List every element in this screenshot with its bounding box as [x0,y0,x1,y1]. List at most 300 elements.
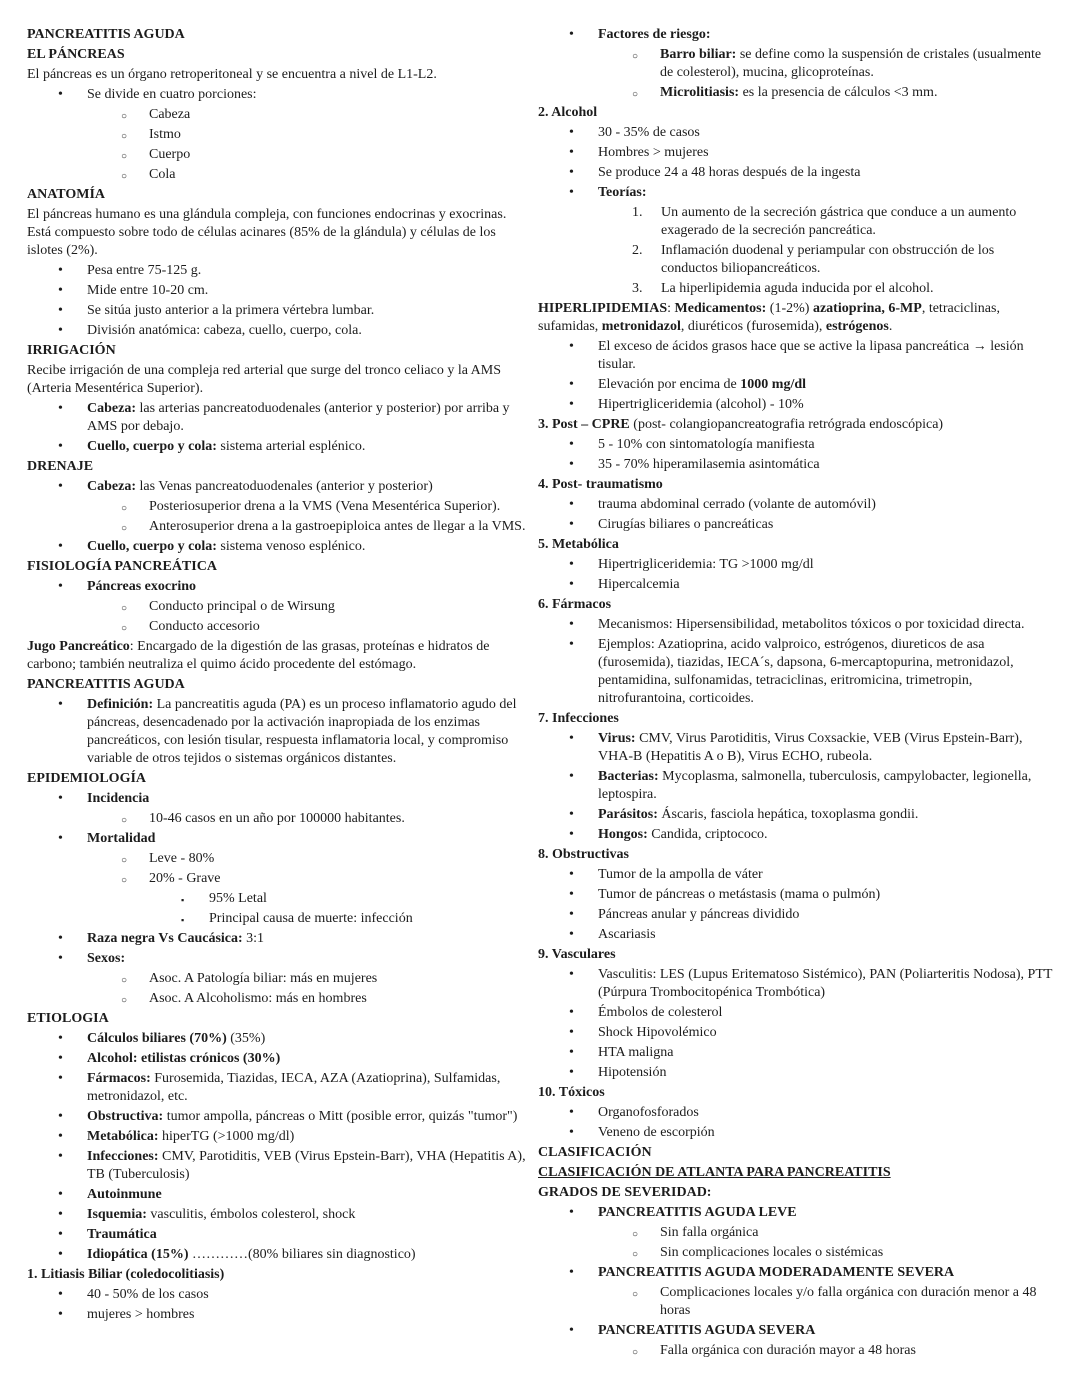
text-run: 3:1 [242,931,265,946]
text-run: HTA maligna [598,1045,674,1060]
text-run: Hipertrigliceridemia: TG >1000 mg/dl [598,557,814,572]
text-run: El páncreas es un órgano retroperitoneal y se encuentra a nivel de L1-L2. [27,67,437,82]
text-run: HIPERLIPIDEMIAS [538,301,668,316]
text-run: Barro biliar: [660,47,737,62]
disc-bullet-icon: • [58,283,63,298]
bullet-item-level1 [538,1064,1054,1082]
text-run: Cirugías biliares o pancreáticas [598,517,774,532]
text-run: Infecciones: [87,1149,159,1164]
disc-bullet-icon: • [58,697,63,712]
text-run: : [667,301,675,316]
disc-bullet-icon: • [569,339,574,354]
bullet-item-level1 [27,1128,530,1146]
bullet-item-level1 [538,164,1054,182]
text-run: ETIOLOGIA [27,1011,109,1026]
text-run: DRENAJE [27,459,94,474]
text-run: Mortalidad [87,831,156,846]
section-heading [538,476,1054,494]
disc-bullet-icon: • [58,1071,63,1086]
disc-bullet-icon: • [58,1149,63,1164]
bullet-item-level1 [538,396,1054,414]
text-run: Virus: [598,731,636,746]
text-run: Cabeza: [87,479,136,494]
text-run: CLASIFICACIÓN [538,1145,652,1160]
disc-bullet-icon: • [569,517,574,532]
section-heading [538,710,1054,728]
text-run: PANCREATITIS AGUDA LEVE [598,1205,797,1220]
bullet-item-level1 [27,438,530,456]
disc-bullet-icon: • [569,577,574,592]
text-run: Alcohol: etilistas crónicos (30%) [87,1051,281,1066]
bullet-item-level1 [27,930,530,948]
section-heading [538,1084,1054,1102]
text-run: tumor ampolla, páncreas o Mitt (posible error, quizás "tumor") [163,1109,518,1124]
paragraph [27,66,530,84]
bullet-item-level1 [538,826,1054,844]
paragraph [538,300,1054,336]
bullet-item-level2 [27,618,530,636]
text-run: metronidazol [601,319,681,334]
bullet-item-level1 [538,496,1054,514]
disc-bullet-icon: • [569,1125,574,1140]
circle-bullet-icon: ○ [632,51,639,62]
text-run: PANCREATITIS AGUDA [27,27,185,42]
bullet-item-level2 [27,850,530,868]
text-run: Páncreas exocrino [87,579,196,594]
text-run: las Venas pancreatoduodenales (anterior y posterior) [136,479,433,494]
disc-bullet-icon: • [569,827,574,842]
bullet-item-level2 [27,518,530,536]
text-run: Recibe irrigación de una compleja red arterial que surge del tronco celiaco y la AMS (Arteria Mesentérica Superior). [27,363,502,396]
text-run: Hipertrigliceridemia (alcohol) - 10% [598,397,804,412]
text-run: Istmo [149,127,181,142]
paragraph [27,638,530,674]
section-heading [538,1184,1054,1202]
disc-bullet-icon: • [569,927,574,942]
text-run: El páncreas humano es una glándula compleja, con funciones endocrinas y exocrinas. Está compuesto sobre todo de células acinares (85% de la glándula) y células de los islotes (2%). [27,207,507,258]
disc-bullet-icon: • [569,185,574,200]
text-run: Microlitiasis: [660,85,740,100]
disc-bullet-icon: • [569,967,574,982]
disc-bullet-icon: • [58,1247,63,1262]
disc-bullet-icon: • [569,377,574,392]
text-run: Sin falla orgánica [660,1225,759,1240]
bullet-item-level1 [538,376,1054,394]
disc-bullet-icon: • [58,263,63,278]
paragraph [27,206,530,260]
text-run: Tumor de la ampolla de váter [598,867,763,882]
bullet-item-level1 [538,124,1054,142]
bullet-item-level1 [538,866,1054,884]
disc-bullet-icon: • [569,125,574,140]
bullet-item-level2 [538,1284,1054,1320]
text-run: 35 - 70% hiperamilasemia asintomática [598,457,820,472]
text-run: Cálculos biliares (70%) [87,1031,227,1046]
bullet-item-level3 [27,890,530,908]
disc-bullet-icon: • [58,303,63,318]
circle-bullet-icon: ○ [121,151,128,162]
bullet-item-level2 [27,146,530,164]
bullet-item-level1 [538,1004,1054,1022]
text-run: Factores de riesgo: [598,27,711,42]
text-run: (post- colangiopancreatografia retrógrada endoscópica) [629,417,944,432]
bullet-item-level1 [538,26,1054,44]
paragraph [27,362,530,398]
text-run: Un aumento de la secreción gástrica que conduce a un aumento exagerado de la secreción pancreática. [661,205,1017,238]
text-run: Ejemplos: Azatioprina, acido valproico, estrógenos, diureticos de asa (furosemida), tiazidas, IECA´s, dapsona, 6-mercaptopurina, metronidazol, pentamidina, sulfonamidas, tetraciclinas, eritromicina, trimetropin, nitrofurantoina, corticoides. [598,637,1014,706]
section-heading [538,596,1054,614]
text-run: Organofosforados [598,1105,699,1120]
text-run: 5. Metabólica [538,537,619,552]
disc-bullet-icon: • [569,1005,574,1020]
text-run: Hongos: [598,827,648,842]
text-run: hiperTG (>1000 mg/dl) [158,1129,295,1144]
text-run: La pancreatitis aguda (PA) es un proceso inflamatorio agudo del páncreas, desencadenado por la activación inapropiada de los enzimas pancreáticos, con lesión tisular, respuesta inflamatoria local, y compromiso variable de otros tejidos o sistemas orgánicos distantes. [87,697,517,766]
disc-bullet-icon: • [569,807,574,822]
bullet-item-level1 [538,1104,1054,1122]
bullet-item-level1 [27,1246,530,1264]
disc-bullet-icon: • [58,831,63,846]
text-run: , tetraciclinas, sufamidas, [538,301,1000,334]
bullet-item-level2 [538,46,1054,82]
text-run: Elevación por encima de [598,377,741,392]
text-run: Páncreas anular y páncreas dividido [598,907,800,922]
disc-bullet-icon: • [569,769,574,784]
disc-bullet-icon: • [58,951,63,966]
bullet-item-level1 [27,950,530,968]
bullet-item-level1 [538,144,1054,162]
text-run: Mecanismos: Hipersensibilidad, metabolitos tóxicos o por toxicidad directa. [598,617,1025,632]
text-run: 1000 mg/dl [740,377,807,392]
text-run: Cabeza: [87,401,136,416]
bullet-item-level1 [27,262,530,280]
disc-bullet-icon: • [569,867,574,882]
text-run: Cabeza [149,107,191,122]
bullet-item-level1 [538,768,1054,804]
text-run: Autoinmune [87,1187,162,1202]
bullet-item-level2 [27,166,530,184]
bullet-item-level1 [27,1148,530,1184]
text-run: Principal causa de muerte: infección [209,911,413,926]
circle-bullet-icon: ○ [121,623,128,634]
circle-bullet-icon: ○ [632,89,639,100]
disc-bullet-icon: • [569,557,574,572]
text-run: mujeres > hombres [87,1307,195,1322]
disc-bullet-icon: • [569,1025,574,1040]
circle-bullet-icon: ○ [121,875,128,886]
section-heading [538,946,1054,964]
text-run: Sin complicaciones locales o sistémicas [660,1245,884,1260]
text-run: EPIDEMIOLOGÍA [27,771,147,786]
disc-bullet-icon: • [569,887,574,902]
text-run: 95% Letal [209,891,267,906]
bullet-item-level1 [538,806,1054,824]
list-number: 2. [632,243,643,258]
text-run: Cola [149,167,176,182]
text-run: Parásitos: [598,807,658,822]
numbered-item [538,204,1054,240]
text-run: División anatómica: cabeza, cuello, cuerpo, cola. [87,323,362,338]
text-run: Teorías: [598,185,647,200]
text-run: IRRIGACIÓN [27,343,116,358]
bullet-item-level1 [538,1322,1054,1340]
bullet-item-level1 [27,578,530,596]
bullet-item-level1 [27,1206,530,1224]
section-heading [27,1010,530,1028]
text-run: las arterias pancreatoduodenales (anterior y posterior) por arriba y AMS por debajo. [87,401,510,434]
bullet-item-level1 [27,790,530,808]
text-run: 30 - 35% de casos [598,125,700,140]
text-run: 7. Infecciones [538,711,619,726]
bullet-item-level2 [538,1342,1054,1360]
section-heading [538,1164,1054,1182]
bullet-item-level1 [538,966,1054,1002]
text-run: Pesa entre 75-125 g. [87,263,202,278]
bullet-item-level1 [27,1286,530,1304]
bullet-item-level2 [27,810,530,828]
text-run: Isquemia: [87,1207,147,1222]
section-heading [27,1266,530,1284]
text-run: Hipercalcemia [598,577,680,592]
text-run: 40 - 50% de los casos [87,1287,209,1302]
circle-bullet-icon: ○ [632,1347,639,1358]
section-heading [27,46,530,64]
text-run: Tumor de páncreas o metástasis (mama o pulmón) [598,887,881,902]
bullet-item-level1 [27,696,530,768]
text-run: Complicaciones locales y/o falla orgánica con duración menor a 48 horas [660,1285,1037,1318]
bullet-item-level1 [538,636,1054,708]
bullet-item-level1 [27,322,530,340]
bullet-item-level1 [538,556,1054,574]
text-run: La hiperlipidemia aguda inducida por el alcohol. [661,281,934,296]
text-run: Hombres > mujeres [598,145,709,160]
bullet-item-level1 [27,538,530,556]
text-run: Bacterias: [598,769,659,784]
text-run: …………(80% biliares sin diagnostico) [188,1247,416,1262]
disc-bullet-icon: • [58,439,63,454]
text-run: . [888,319,893,334]
text-run: Mycoplasma, salmonella, tuberculosis, campylobacter, legionella, leptospira. [598,769,1032,802]
text-run: CLASIFICACIÓN DE ATLANTA PARA PANCREATITIS [538,1165,891,1180]
text-run: 3. Post – CPRE [538,417,630,432]
text-run: 2. Alcohol [538,105,598,120]
disc-bullet-icon: • [569,497,574,512]
bullet-item-level1 [538,436,1054,454]
text-run: Furosemida, Tiazidas, IECA, AZA (Azatioprina), Sulfamidas, metronidazol, etc. [87,1071,501,1104]
disc-bullet-icon: • [58,323,63,338]
bullet-item-level1 [27,1306,530,1324]
disc-bullet-icon: • [58,1307,63,1322]
bullet-item-level1 [538,516,1054,534]
bullet-item-level2 [538,1244,1054,1262]
disc-bullet-icon: • [58,1031,63,1046]
text-run: Incidencia [87,791,150,806]
text-run: El exceso de ácidos grasos hace que se active la lipasa pancreática → lesión tisular. [598,339,1024,372]
text-run: sistema arterial esplénico. [216,439,366,454]
text-run: 5 - 10% con sintomatología manifiesta [598,437,815,452]
text-run: 9. Vasculares [538,947,616,962]
bullet-item-level1 [538,1044,1054,1062]
text-run: Definición: [87,697,154,712]
disc-bullet-icon: • [569,637,574,652]
disc-bullet-icon: • [58,1109,63,1124]
section-heading [538,846,1054,864]
text-run: 1. Litiasis Biliar (coledocolitiasis) [27,1267,225,1282]
disc-bullet-icon: • [58,1129,63,1144]
text-run: Falla orgánica con duración mayor a 48 horas [660,1343,916,1358]
text-run: CMV, Parotiditis, VEB (Virus Epstein-Barr), VHA (Hepatitis A), TB (Tuberculosis) [87,1149,526,1182]
bullet-item-level1 [27,1226,530,1244]
bullet-item-level2 [27,598,530,616]
text-run: Se divide en cuatro porciones: [87,87,257,102]
bullet-item-level1 [538,1124,1054,1142]
text-run: Ascariasis [598,927,656,942]
bullet-item-level2 [27,126,530,144]
disc-bullet-icon: • [58,401,63,416]
bullet-item-level1 [538,1204,1054,1222]
disc-bullet-icon: • [58,1051,63,1066]
bullet-item-level1 [27,478,530,496]
left-column [27,26,530,1391]
bullet-item-level2 [538,1224,1054,1242]
square-bullet-icon: ▪ [181,895,185,905]
disc-bullet-icon: • [569,907,574,922]
list-number: 1. [632,205,643,220]
bullet-item-level1 [538,730,1054,766]
text-run: Cuello, cuerpo y cola: [87,439,217,454]
circle-bullet-icon: ○ [121,603,128,614]
disc-bullet-icon: • [58,1227,63,1242]
text-run: : Encargado de la digestión de las grasas, proteínas e hidratos de carbono; también neutraliza el quimo ácido procedente del estómago. [27,639,490,672]
disc-bullet-icon: • [569,617,574,632]
circle-bullet-icon: ○ [121,523,128,534]
text-run: FISIOLOGÍA PANCREÁTICA [27,559,217,574]
right-column [538,26,1054,1391]
bullet-item-level1 [27,1070,530,1106]
bullet-item-level1 [27,400,530,436]
bullet-item-level1 [538,1264,1054,1282]
text-run: , diuréticos (furosemida), [680,319,826,334]
section-heading [538,1144,1054,1162]
text-run: Asoc. A Patología biliar: más en mujeres [149,971,378,986]
bullet-item-level1 [27,1050,530,1068]
circle-bullet-icon: ○ [121,503,128,514]
text-run: Medicamentos: [674,301,767,316]
circle-bullet-icon: ○ [121,975,128,986]
text-run: Inflamación duodenal y periampular con obstrucción de los conductos biliopancreáticos. [661,243,995,276]
disc-bullet-icon: • [569,1205,574,1220]
disc-bullet-icon: • [569,27,574,42]
text-run: Raza negra Vs Caucásica: [87,931,243,946]
disc-bullet-icon: • [569,145,574,160]
text-run: sistema venoso esplénico. [216,539,366,554]
disc-bullet-icon: • [58,931,63,946]
disc-bullet-icon: • [569,397,574,412]
circle-bullet-icon: ○ [121,111,128,122]
disc-bullet-icon: • [569,165,574,180]
disc-bullet-icon: • [569,457,574,472]
text-run: Veneno de escorpión [598,1125,715,1140]
text-run: 6. Fármacos [538,597,612,612]
text-run: Idiopática (15%) [87,1247,189,1262]
bullet-item-level1 [538,886,1054,904]
section-heading [538,104,1054,122]
text-run: Candida, criptococo. [647,827,768,842]
text-run: vasculitis, émbolos colesterol, shock [146,1207,356,1222]
text-run: PANCREATITIS AGUDA MODERADAMENTE SEVERA [598,1265,955,1280]
bullet-item-level1 [538,906,1054,924]
text-run: GRADOS DE SEVERIDAD: [538,1185,712,1200]
section-heading [27,186,530,204]
text-run: estrógenos [825,319,889,334]
circle-bullet-icon: ○ [632,1229,639,1240]
bullet-item-level1 [538,1024,1054,1042]
numbered-item [538,242,1054,278]
text-run: Anterosuperior drena a la gastroepiploica antes de llegar a la VMS. [149,519,526,534]
text-run: Asoc. A Alcoholismo: más en hombres [149,991,367,1006]
text-run: Mide entre 10-20 cm. [87,283,209,298]
bullet-item-level1 [27,1108,530,1126]
text-run: Se sitúa justo anterior a la primera vértebra lumbar. [87,303,375,318]
bullet-item-level1 [27,1030,530,1048]
bullet-item-level1 [538,338,1054,374]
disc-bullet-icon: • [58,791,63,806]
text-run: se define como la suspensión de cristales (usualmente de colesterol), mucina, glicoproteínas. [660,47,1042,80]
text-run: Áscaris, fasciola hepática, toxoplasma gondii. [657,807,919,822]
text-run: es la presencia de cálculos <3 mm. [739,85,938,100]
text-run: Metabólica: [87,1129,159,1144]
bullet-item-level1 [27,830,530,848]
text-run: 4. Post- traumatismo [538,477,663,492]
section-heading [27,676,530,694]
circle-bullet-icon: ○ [121,995,128,1006]
bullet-item-level1 [27,86,530,104]
circle-bullet-icon: ○ [632,1289,639,1300]
text-run: PANCREATITIS AGUDA [27,677,185,692]
text-run: PANCREATITIS AGUDA SEVERA [598,1323,816,1338]
text-run: Conducto principal o de Wirsung [149,599,335,614]
disc-bullet-icon: • [569,437,574,452]
disc-bullet-icon: • [58,1287,63,1302]
bullet-item-level1 [538,616,1054,634]
disc-bullet-icon: • [58,1187,63,1202]
disc-bullet-icon: • [58,579,63,594]
text-run: Posteriosuperior drena a la VMS (Vena Mesentérica Superior). [149,499,501,514]
text-run: (1-2%) [766,301,813,316]
bullet-item-level1 [538,926,1054,944]
text-run: azatioprina, 6-MP [812,301,922,316]
section-heading [538,416,1054,434]
disc-bullet-icon: • [569,1265,574,1280]
circle-bullet-icon: ○ [121,815,128,826]
bullet-item-level1 [27,282,530,300]
circle-bullet-icon: ○ [121,131,128,142]
bullet-item-level1 [538,456,1054,474]
disc-bullet-icon: • [569,731,574,746]
circle-bullet-icon: ○ [121,855,128,866]
bullet-item-level2 [27,106,530,124]
text-run: Hipotensión [598,1065,667,1080]
text-run: Conducto accesorio [149,619,260,634]
text-run: Shock Hipovolémico [598,1025,717,1040]
bullet-item-level2 [27,990,530,1008]
disc-bullet-icon: • [569,1105,574,1120]
text-run: 20% - Grave [149,871,221,886]
bullet-item-level1 [538,576,1054,594]
text-run: 8. Obstructivas [538,847,629,862]
text-run: (35%) [226,1031,266,1046]
section-heading [27,342,530,360]
